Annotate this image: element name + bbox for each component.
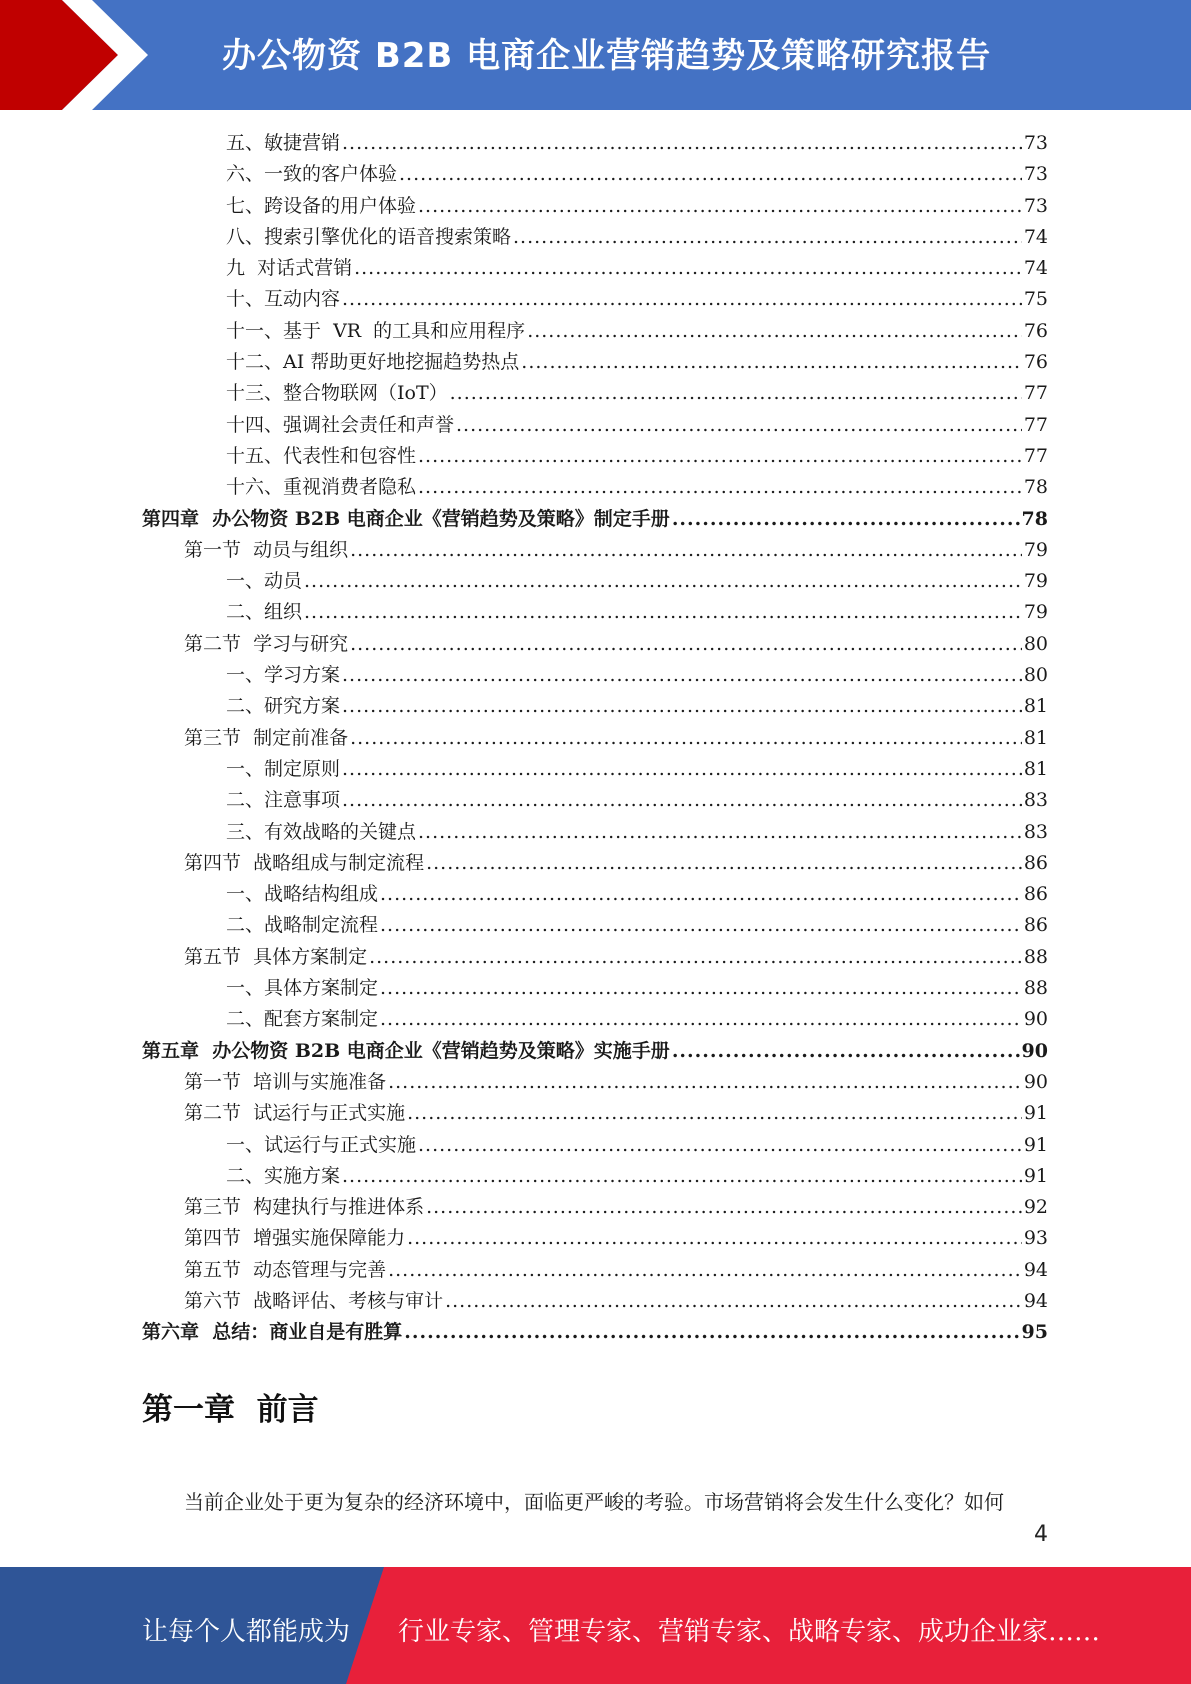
- toc-dot-leader: [521, 347, 1022, 378]
- toc-page-number: 73: [1023, 194, 1048, 217]
- toc-page-number: 90: [1023, 1008, 1048, 1031]
- toc-entry-label: 一、试运行与正式实施: [226, 1133, 417, 1156]
- toc-section-entry[interactable]: [142, 1192, 1048, 1223]
- toc-subsection-entry[interactable]: [142, 410, 1048, 441]
- toc-entry-label: 第二节 学习与研究: [184, 632, 349, 655]
- table-of-contents: [142, 128, 1048, 1349]
- toc-page-number: 90: [1021, 1039, 1048, 1062]
- toc-page-number: 73: [1023, 163, 1048, 186]
- toc-page-number: 81: [1023, 695, 1048, 718]
- toc-dot-leader: [342, 284, 1022, 315]
- toc-entry-label: 二、组织: [226, 601, 303, 624]
- toc-page-number: 75: [1023, 288, 1048, 311]
- toc-dot-leader: [388, 1255, 1022, 1286]
- toc-entry-label: 二、战略制定流程: [226, 914, 379, 937]
- toc-dot-leader: [388, 1067, 1022, 1098]
- toc-entry-label: 第六节 战略评估、考核与审计: [184, 1289, 444, 1312]
- toc-chapter-entry[interactable]: [142, 1036, 1048, 1067]
- toc-page-number: 76: [1023, 319, 1048, 342]
- toc-entry-label: 第一节 培训与实施准备: [184, 1070, 387, 1093]
- toc-page-number: 86: [1023, 851, 1048, 874]
- toc-page-number: 95: [1021, 1321, 1048, 1344]
- toc-dot-leader: [418, 472, 1022, 503]
- toc-dot-leader: [404, 1317, 1019, 1348]
- toc-section-entry[interactable]: [142, 535, 1048, 566]
- chapter-heading: 第一章 前言: [142, 1392, 319, 1428]
- toc-page-number: 80: [1023, 632, 1048, 655]
- toc-dot-leader: [380, 1004, 1022, 1035]
- toc-dot-leader: [380, 910, 1022, 941]
- toc-page-number: 83: [1023, 789, 1048, 812]
- toc-subsection-entry[interactable]: [142, 378, 1048, 409]
- toc-entry-label: 第三节 构建执行与推进体系: [184, 1196, 425, 1219]
- toc-entry-label: 二、注意事项: [226, 789, 341, 812]
- toc-subsection-entry[interactable]: [142, 660, 1048, 691]
- footer-slogan-left: 让每个人都能成为: [142, 1617, 351, 1647]
- toc-dot-leader: [418, 817, 1022, 848]
- toc-subsection-entry[interactable]: [142, 754, 1048, 785]
- toc-chapter-entry[interactable]: [142, 1317, 1048, 1348]
- toc-dot-leader: [342, 754, 1022, 785]
- toc-dot-leader: [342, 691, 1022, 722]
- toc-dot-leader: [350, 535, 1022, 566]
- toc-subsection-entry[interactable]: [142, 879, 1048, 910]
- toc-entry-label: 一、动员: [226, 570, 303, 593]
- toc-entry-label: 五、敏捷营销: [226, 132, 341, 154]
- toc-entry-label: 三、有效战略的关键点: [226, 820, 417, 843]
- toc-entry-label: 第六章 总结：商业自是有胜算: [142, 1321, 403, 1344]
- toc-entry-label: 一、具体方案制定: [226, 977, 379, 1000]
- toc-page-number: 79: [1023, 538, 1048, 561]
- toc-subsection-entry[interactable]: [142, 159, 1048, 190]
- toc-dot-leader: [380, 879, 1022, 910]
- toc-section-entry[interactable]: [142, 629, 1048, 660]
- footer-slogan-right: 行业专家、管理专家、营销专家、战略专家、成功企业家……: [398, 1617, 1101, 1647]
- page-header: [0, 0, 1191, 110]
- page-footer: [0, 1567, 1191, 1684]
- toc-subsection-entry[interactable]: [142, 347, 1048, 378]
- toc-entry-label: 第五章 办公物资 B2B 电商企业《营销趋势及策略》实施手册: [142, 1039, 670, 1062]
- toc-page-number: 77: [1023, 444, 1048, 467]
- toc-dot-leader: [527, 316, 1022, 347]
- toc-dot-leader: [342, 1161, 1022, 1192]
- intro-paragraph: 当前企业处于更为复杂的经济环境中，面临更严峻的考验。市场营销将会发生什么变化？如何: [184, 1490, 1004, 1514]
- toc-subsection-entry[interactable]: [142, 973, 1048, 1004]
- toc-section-entry[interactable]: [142, 1098, 1048, 1129]
- toc-page-number: 73: [1023, 132, 1048, 154]
- toc-subsection-entry[interactable]: [142, 472, 1048, 503]
- toc-dot-leader: [418, 441, 1022, 472]
- toc-dot-leader: [350, 629, 1022, 660]
- toc-entry-label: 一、战略结构组成: [226, 883, 379, 906]
- toc-page-number: 81: [1023, 757, 1048, 780]
- page-number: 4: [1034, 1522, 1048, 1547]
- toc-dot-leader: [672, 1036, 1020, 1067]
- toc-subsection-entry[interactable]: [142, 1161, 1048, 1192]
- toc-section-entry[interactable]: [142, 942, 1048, 973]
- toc-subsection-entry[interactable]: [142, 441, 1048, 472]
- toc-page-number: 93: [1023, 1227, 1048, 1250]
- toc-entry-label: 第二节 试运行与正式实施: [184, 1102, 406, 1125]
- toc-dot-leader: [407, 1098, 1022, 1129]
- toc-page-number: 74: [1023, 225, 1048, 248]
- toc-dot-leader: [426, 848, 1022, 879]
- toc-dot-leader: [342, 785, 1022, 816]
- toc-dot-leader: [445, 1286, 1022, 1317]
- toc-page-number: 78: [1023, 476, 1048, 499]
- toc-page-number: 91: [1023, 1102, 1048, 1125]
- toc-page-number: 94: [1023, 1258, 1048, 1281]
- toc-entry-label: 第四节 增强实施保障能力: [184, 1227, 406, 1250]
- toc-page-number: 76: [1023, 351, 1048, 374]
- toc-page-number: 88: [1023, 977, 1048, 1000]
- toc-subsection-entry[interactable]: [142, 910, 1048, 941]
- toc-entry-label: 第五节 具体方案制定: [184, 945, 368, 968]
- toc-section-entry[interactable]: [142, 723, 1048, 754]
- toc-subsection-entry[interactable]: [142, 785, 1048, 816]
- toc-page-number: 77: [1023, 413, 1048, 436]
- toc-entry-label: 一、学习方案: [226, 664, 341, 687]
- toc-section-entry[interactable]: [142, 1223, 1048, 1254]
- toc-subsection-entry[interactable]: [142, 222, 1048, 253]
- toc-dot-leader: [426, 1192, 1022, 1223]
- toc-entry-label: 第四节 战略组成与制定流程: [184, 851, 425, 874]
- report-title: 办公物资 B2B 电商企业营销趋势及策略研究报告: [222, 36, 992, 76]
- toc-page-number: 83: [1023, 820, 1048, 843]
- toc-page-number: 86: [1023, 914, 1048, 937]
- toc-dot-leader: [418, 191, 1022, 222]
- toc-subsection-entry[interactable]: [142, 691, 1048, 722]
- toc-subsection-entry[interactable]: [142, 128, 1048, 159]
- toc-section-entry[interactable]: [142, 1286, 1048, 1317]
- toc-page-number: 78: [1021, 507, 1048, 530]
- toc-page-number: 91: [1023, 1164, 1048, 1187]
- toc-dot-leader: [456, 410, 1022, 441]
- toc-entry-label: 八、搜索引擎优化的语音搜索策略: [226, 225, 512, 248]
- toc-entry-label: 二、研究方案: [226, 695, 341, 718]
- toc-entry-label: 七、跨设备的用户体验: [226, 194, 417, 217]
- toc-page-number: 79: [1023, 570, 1048, 593]
- toc-entry-label: 第一节 动员与组织: [184, 538, 349, 561]
- toc-page-number: 77: [1023, 382, 1048, 405]
- toc-entry-label: 十一、基于 VR 的工具和应用程序: [226, 319, 526, 342]
- toc-dot-leader: [380, 973, 1022, 1004]
- toc-subsection-entry[interactable]: [142, 597, 1048, 628]
- toc-dot-leader: [407, 1223, 1022, 1254]
- toc-dot-leader: [513, 222, 1022, 253]
- toc-subsection-entry[interactable]: [142, 566, 1048, 597]
- toc-subsection-entry[interactable]: [142, 284, 1048, 315]
- toc-subsection-entry[interactable]: [142, 253, 1048, 284]
- header-red-chevron: [0, 0, 150, 110]
- toc-page-number: 86: [1023, 883, 1048, 906]
- toc-dot-leader: [304, 566, 1022, 597]
- toc-entry-label: 十四、强调社会责任和声誉: [226, 413, 455, 436]
- toc-entry-label: 十三、整合物联网（IoT）: [226, 382, 448, 405]
- toc-subsection-entry[interactable]: [142, 1130, 1048, 1161]
- toc-page-number: 81: [1023, 726, 1048, 749]
- toc-dot-leader: [672, 504, 1020, 535]
- toc-chapter-entry[interactable]: [142, 504, 1048, 535]
- toc-dot-leader: [304, 597, 1022, 628]
- toc-section-entry[interactable]: [142, 1255, 1048, 1286]
- toc-subsection-entry[interactable]: [142, 817, 1048, 848]
- toc-dot-leader: [399, 159, 1022, 190]
- toc-subsection-entry[interactable]: [142, 1004, 1048, 1035]
- toc-entry-label: 六、一致的客户体验: [226, 163, 398, 186]
- toc-entry-label: 第三节 制定前准备: [184, 726, 349, 749]
- toc-entry-label: 十五、代表性和包容性: [226, 444, 417, 467]
- toc-page-number: 88: [1023, 945, 1048, 968]
- toc-dot-leader: [342, 660, 1022, 691]
- toc-dot-leader: [354, 253, 1022, 284]
- toc-dot-leader: [342, 128, 1022, 159]
- toc-dot-leader: [418, 1130, 1022, 1161]
- toc-page-number: 94: [1023, 1289, 1048, 1312]
- toc-entry-label: 十六、重视消费者隐私: [226, 476, 417, 499]
- toc-page-number: 79: [1023, 601, 1048, 624]
- toc-dot-leader: [350, 723, 1022, 754]
- toc-dot-leader: [450, 378, 1022, 409]
- toc-subsection-entry[interactable]: [142, 316, 1048, 347]
- toc-entry-label: 第四章 办公物资 B2B 电商企业《营销趋势及策略》制定手册: [142, 507, 670, 530]
- toc-entry-label: 二、实施方案: [226, 1164, 341, 1187]
- toc-page-number: 90: [1023, 1070, 1048, 1093]
- toc-entry-label: 二、配套方案制定: [226, 1008, 379, 1031]
- toc-entry-label: 九 对话式营销: [226, 257, 353, 280]
- toc-dot-leader: [369, 942, 1022, 973]
- toc-entry-label: 十二、AI 帮助更好地挖掘趋势热点: [226, 351, 520, 374]
- toc-page-number: 74: [1023, 257, 1048, 280]
- toc-page-number: 91: [1023, 1133, 1048, 1156]
- toc-entry-label: 十、互动内容: [226, 288, 341, 311]
- toc-entry-label: 一、制定原则: [226, 757, 341, 780]
- toc-entry-label: 第五节 动态管理与完善: [184, 1258, 387, 1281]
- toc-subsection-entry[interactable]: [142, 191, 1048, 222]
- toc-section-entry[interactable]: [142, 1067, 1048, 1098]
- toc-page-number: 92: [1023, 1196, 1048, 1219]
- toc-section-entry[interactable]: [142, 848, 1048, 879]
- toc-page-number: 80: [1023, 664, 1048, 687]
